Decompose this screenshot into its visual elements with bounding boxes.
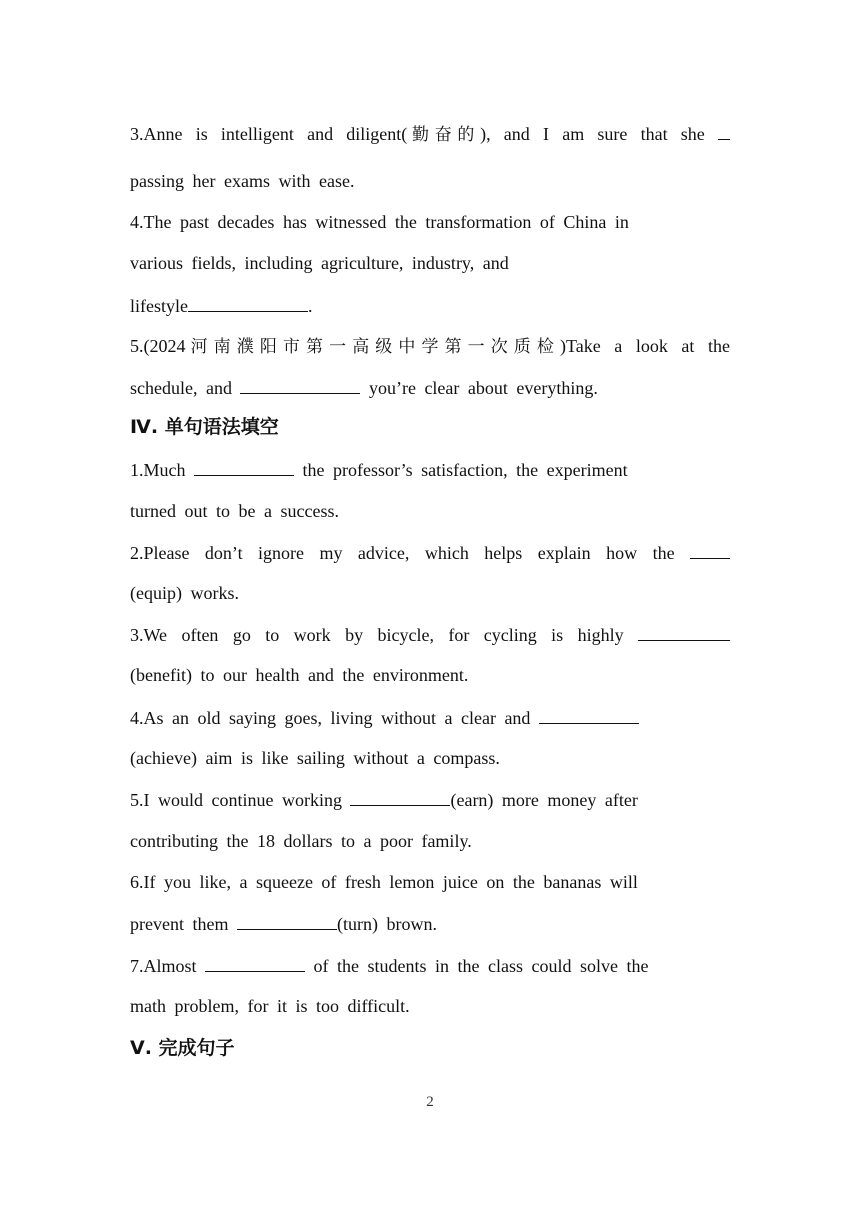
grammar-item-4-line-1: 4.As an old saying goes, living without a clear and <box>130 706 639 729</box>
question-5-line-1: 5.(2024河南濮阳市第一高级中学第一次质检)Take a look at the <box>130 336 730 357</box>
grammar-item-2-line-1: 2.Please don’t ignore my advice, which helps explain how the <box>130 541 730 564</box>
grammar-item-1-line-2: turned out to be a success. <box>130 501 339 521</box>
grammar-item-6-line-1: 6.If you like, a squeeze of fresh lemon juice on the bananas will <box>130 872 638 892</box>
section-4-heading: Ⅳ. 单句语法填空 <box>130 416 279 438</box>
grammar-item-5-line-2: contributing the 18 dollars to a poor family. <box>130 831 472 851</box>
section-5-heading: Ⅴ. 完成句子 <box>130 1037 235 1059</box>
question-3-line-1: 3.Anne is intelligent and diligent(勤奋的), and I am sure that she <box>130 122 730 146</box>
question-4-line-1: 4.The past decades has witnessed the transformation of China in <box>130 212 629 232</box>
question-3-line-2: passing her exams with ease. <box>130 171 355 191</box>
answer-blank[interactable] <box>205 954 305 972</box>
page-number: 2 <box>426 1094 434 1110</box>
chinese-gloss: 勤奋的 <box>407 125 481 145</box>
grammar-item-7-line-2: math problem, for it is too difficult. <box>130 996 410 1016</box>
source-note: 河南濮阳市第一高级中学第一次质检 <box>185 337 560 357</box>
answer-blank[interactable] <box>539 706 639 724</box>
answer-blank[interactable] <box>194 458 294 476</box>
answer-blank[interactable] <box>188 294 308 312</box>
question-4-line-2: various fields, including agriculture, industry, and <box>130 253 509 273</box>
grammar-item-7-line-1: 7.Almost of the students in the class could solve the <box>130 956 649 976</box>
answer-blank[interactable] <box>638 623 730 641</box>
grammar-item-3-line-2: (benefit) to our health and the environment. <box>130 665 469 685</box>
question-5-line-2: schedule, and you’re clear about everything. <box>130 378 598 398</box>
grammar-item-2-line-2: (equip) works. <box>130 583 239 603</box>
grammar-item-6-line-2: prevent them (turn) brown. <box>130 914 437 934</box>
grammar-item-5-line-1: 5.I would continue working (earn) more money after <box>130 790 638 810</box>
answer-blank[interactable] <box>240 376 360 394</box>
question-4-line-3: lifestyle . <box>130 296 313 316</box>
grammar-item-3-line-1: 3.We often go to work by bicycle, for cycling is highly <box>130 623 730 646</box>
grammar-item-4-line-2: (achieve) aim is like sailing without a compass. <box>130 748 500 768</box>
answer-blank[interactable] <box>350 788 450 806</box>
answer-blank[interactable] <box>690 541 730 559</box>
grammar-item-1-line-1: 1.Much the professor’s satisfaction, the experiment <box>130 460 628 480</box>
answer-blank[interactable] <box>237 912 337 930</box>
answer-blank[interactable] <box>718 122 730 140</box>
